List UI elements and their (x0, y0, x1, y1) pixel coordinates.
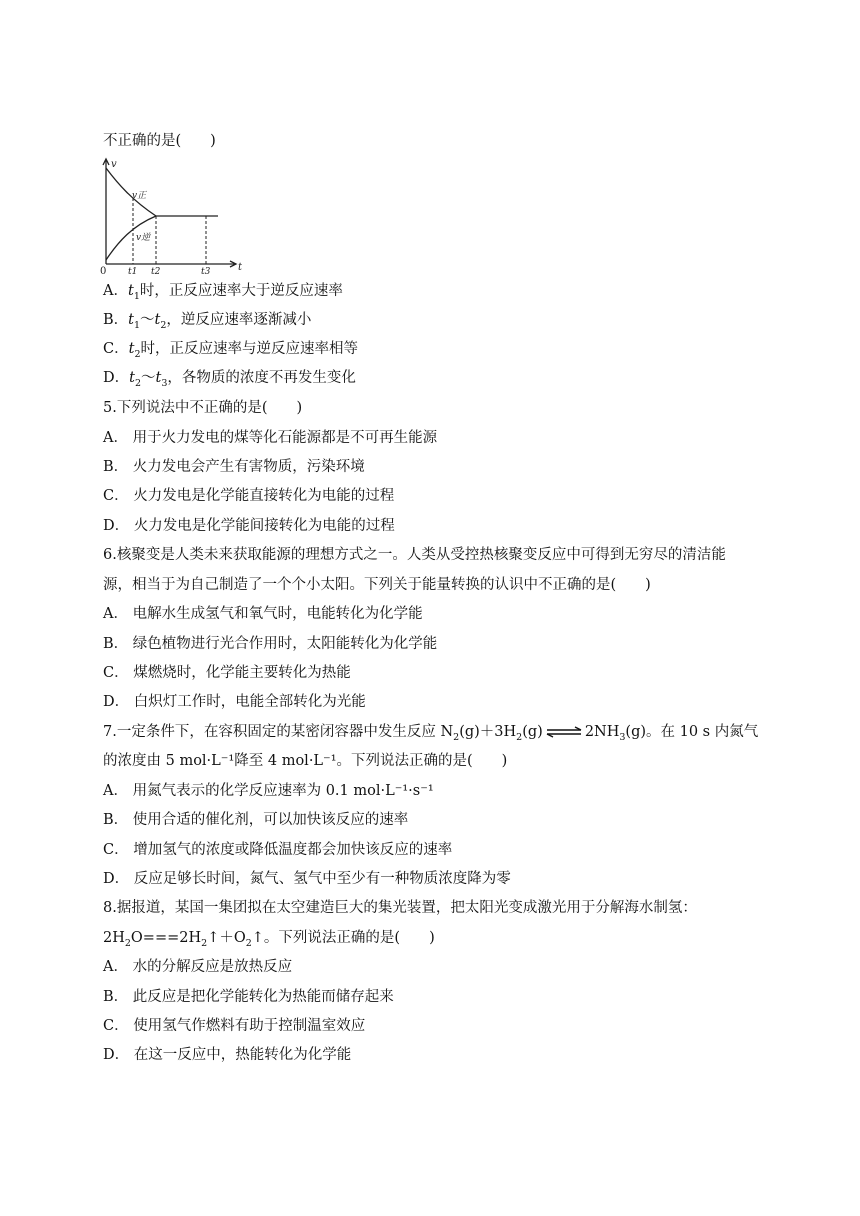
q8-option-d: D． 在这一反应中，热能转化为化学能 (103, 1047, 352, 1063)
q8-option-b: B． 此反应是把化学能转化为热能而储存起来 (103, 989, 394, 1005)
q7-option-b: B． 使用合适的催化剂，可以加快该反应的速率 (103, 812, 409, 828)
q8-stem-line1: 8.据报道，某国一集团拟在太空建造巨大的集光装置，把太阳光变成激光用于分解海水制氢： (103, 900, 697, 916)
x-axis-label: t (238, 262, 243, 273)
origin-label: 0 (100, 266, 107, 276)
tick-label-t3: t3 (201, 267, 211, 276)
q7-option-a: A． 用氮气表示的化学反应速率为 0.1 mol·L⁻¹·s⁻¹ (103, 783, 434, 799)
rate-time-graph (96, 156, 256, 276)
q5-stem: 5.下列说法中不正确的是( ) (103, 400, 303, 416)
q6-option-c: C． 煤燃烧时，化学能主要转化为热能 (103, 665, 351, 681)
q6-option-a: A． 电解水生成氢气和氧气时，电能转化为化学能 (103, 606, 423, 622)
question-4-stem-tail: 不正确的是( ) (103, 133, 216, 149)
equilibrium-arrow-icon (545, 726, 583, 738)
y-axis-label: v (111, 159, 117, 170)
q6-stem-line2: 源，相当于为自己制造了一个个小太阳。下列关于能量转换的认识中不正确的是( ) (103, 577, 651, 593)
q7-option-c: C． 增加氢气的浓度或降低温度都会加快该反应的速率 (103, 842, 453, 858)
forward-rate-curve (106, 168, 156, 216)
q7-stem-line1: 7.一定条件下，在容积固定的某密闭容器中发生反应 $N_2(g)+3H_2(g)$ $2NH_3(g)$。在 10 s 内氮气 (103, 724, 759, 743)
forward-rate-label: v正 (132, 191, 147, 201)
q6-stem-line1: 6.核聚变是人类未来获取能源的理想方式之一。人类从受控热核聚变反应中可得到无穷尽的清洁能 (103, 547, 726, 563)
q5-option-a: A． 用于火力发电的煤等化石能源都是不可再生能源 (103, 430, 438, 446)
q8-option-a: A． 水的分解反应是放热反应 (103, 959, 293, 975)
q4-option-a: A．$t_1$时，正反应速率大于逆反应速率 (103, 283, 343, 302)
q6-option-d: D． 白炽灯工作时，电能全部转化为光能 (103, 694, 366, 710)
q4-option-b: B．$t_1\sim t_2$，逆反应速率逐渐减小 (103, 312, 312, 331)
q5-option-d: D． 火力发电是化学能间接转化为电能的过程 (103, 518, 395, 534)
tick-label-t2: t2 (151, 267, 161, 276)
q8-equation-line: $2H_2O===2H_2↑+O_2↑$。下列说法正确的是( ) (103, 930, 435, 949)
tick-label-t1: t1 (128, 267, 138, 276)
q5-option-c: C． 火力发电是化学能直接转化为电能的过程 (103, 488, 395, 504)
q4-option-d: D．$t_2\sim t_3$，各物质的浓度不再发生变化 (103, 370, 356, 389)
q5-option-b: B． 火力发电会产生有害物质，污染环境 (103, 459, 365, 475)
q7-stem-line2: 的浓度由 5 mol·L⁻¹降至 4 mol·L⁻¹。下列说法正确的是( ) (103, 753, 508, 769)
q7-option-d: D． 反应足够长时间，氮气、氢气中至少有一种物质浓度降为零 (103, 871, 511, 887)
q8-option-c: C． 使用氢气作燃料有助于控制温室效应 (103, 1018, 366, 1034)
q6-option-b: B． 绿色植物进行光合作用时，太阳能转化为化学能 (103, 636, 438, 652)
q4-option-c: C．$t_2$时，正反应速率与逆反应速率相等 (103, 341, 358, 360)
reverse-rate-label: v逆 (136, 233, 151, 243)
